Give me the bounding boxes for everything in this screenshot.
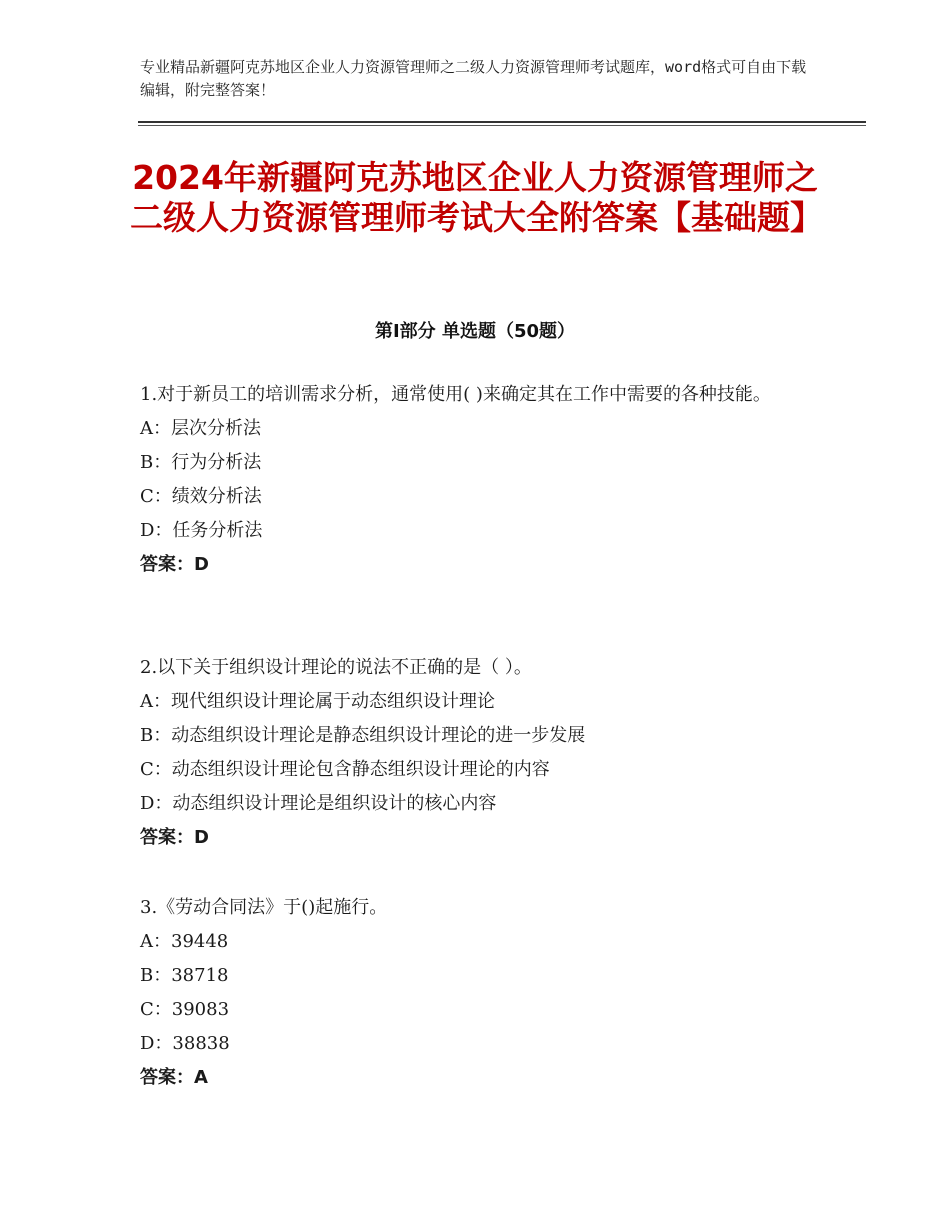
question-stem: 1.对于新员工的培训需求分析，通常使用( )来确定其在工作中需要的各种技能。 bbox=[140, 384, 771, 405]
option-a: A：现代组织设计理论属于动态组织设计理论 bbox=[140, 691, 495, 712]
option-c: C：39083 bbox=[140, 999, 230, 1020]
question-3 bbox=[140, 891, 820, 1095]
option-b: B：行为分析法 bbox=[140, 452, 262, 473]
option-a: A：39448 bbox=[140, 931, 229, 952]
document-title: 2024年新疆阿克苏地区企业人力资源管理师之二级人力资源管理师考试大全附答案【基础题】 bbox=[130, 158, 823, 237]
option-b: B：动态组织设计理论是静态组织设计理论的进一步发展 bbox=[140, 725, 586, 746]
question-stem: 3.《劳动合同法》于()起施行。 bbox=[140, 897, 388, 918]
option-c: C：绩效分析法 bbox=[140, 486, 262, 507]
question-1 bbox=[140, 378, 820, 582]
answer: 答案：D bbox=[140, 827, 209, 848]
answer: 答案：D bbox=[140, 554, 209, 575]
header-divider bbox=[138, 121, 866, 123]
question-2 bbox=[140, 651, 820, 855]
question-stem: 2.以下关于组织设计理论的说法不正确的是（ ）。 bbox=[140, 657, 532, 678]
header-divider-thin bbox=[138, 125, 866, 126]
header-note: 专业精品新疆阿克苏地区企业人力资源管理师之二级人力资源管理师考试题库，word格式可自由下载编辑，附完整答案！ bbox=[140, 58, 807, 99]
section-title: 第Ⅰ部分 单选题（50题） bbox=[374, 321, 575, 342]
answer: 答案：A bbox=[140, 1067, 208, 1088]
option-c: C：动态组织设计理论包含静态组织设计理论的内容 bbox=[140, 759, 550, 780]
option-d: D：38838 bbox=[140, 1033, 230, 1054]
option-b: B：38718 bbox=[140, 965, 229, 986]
option-d: D：动态组织设计理论是组织设计的核心内容 bbox=[140, 793, 497, 814]
option-a: A：层次分析法 bbox=[140, 418, 261, 439]
option-d: D：任务分析法 bbox=[140, 520, 263, 541]
